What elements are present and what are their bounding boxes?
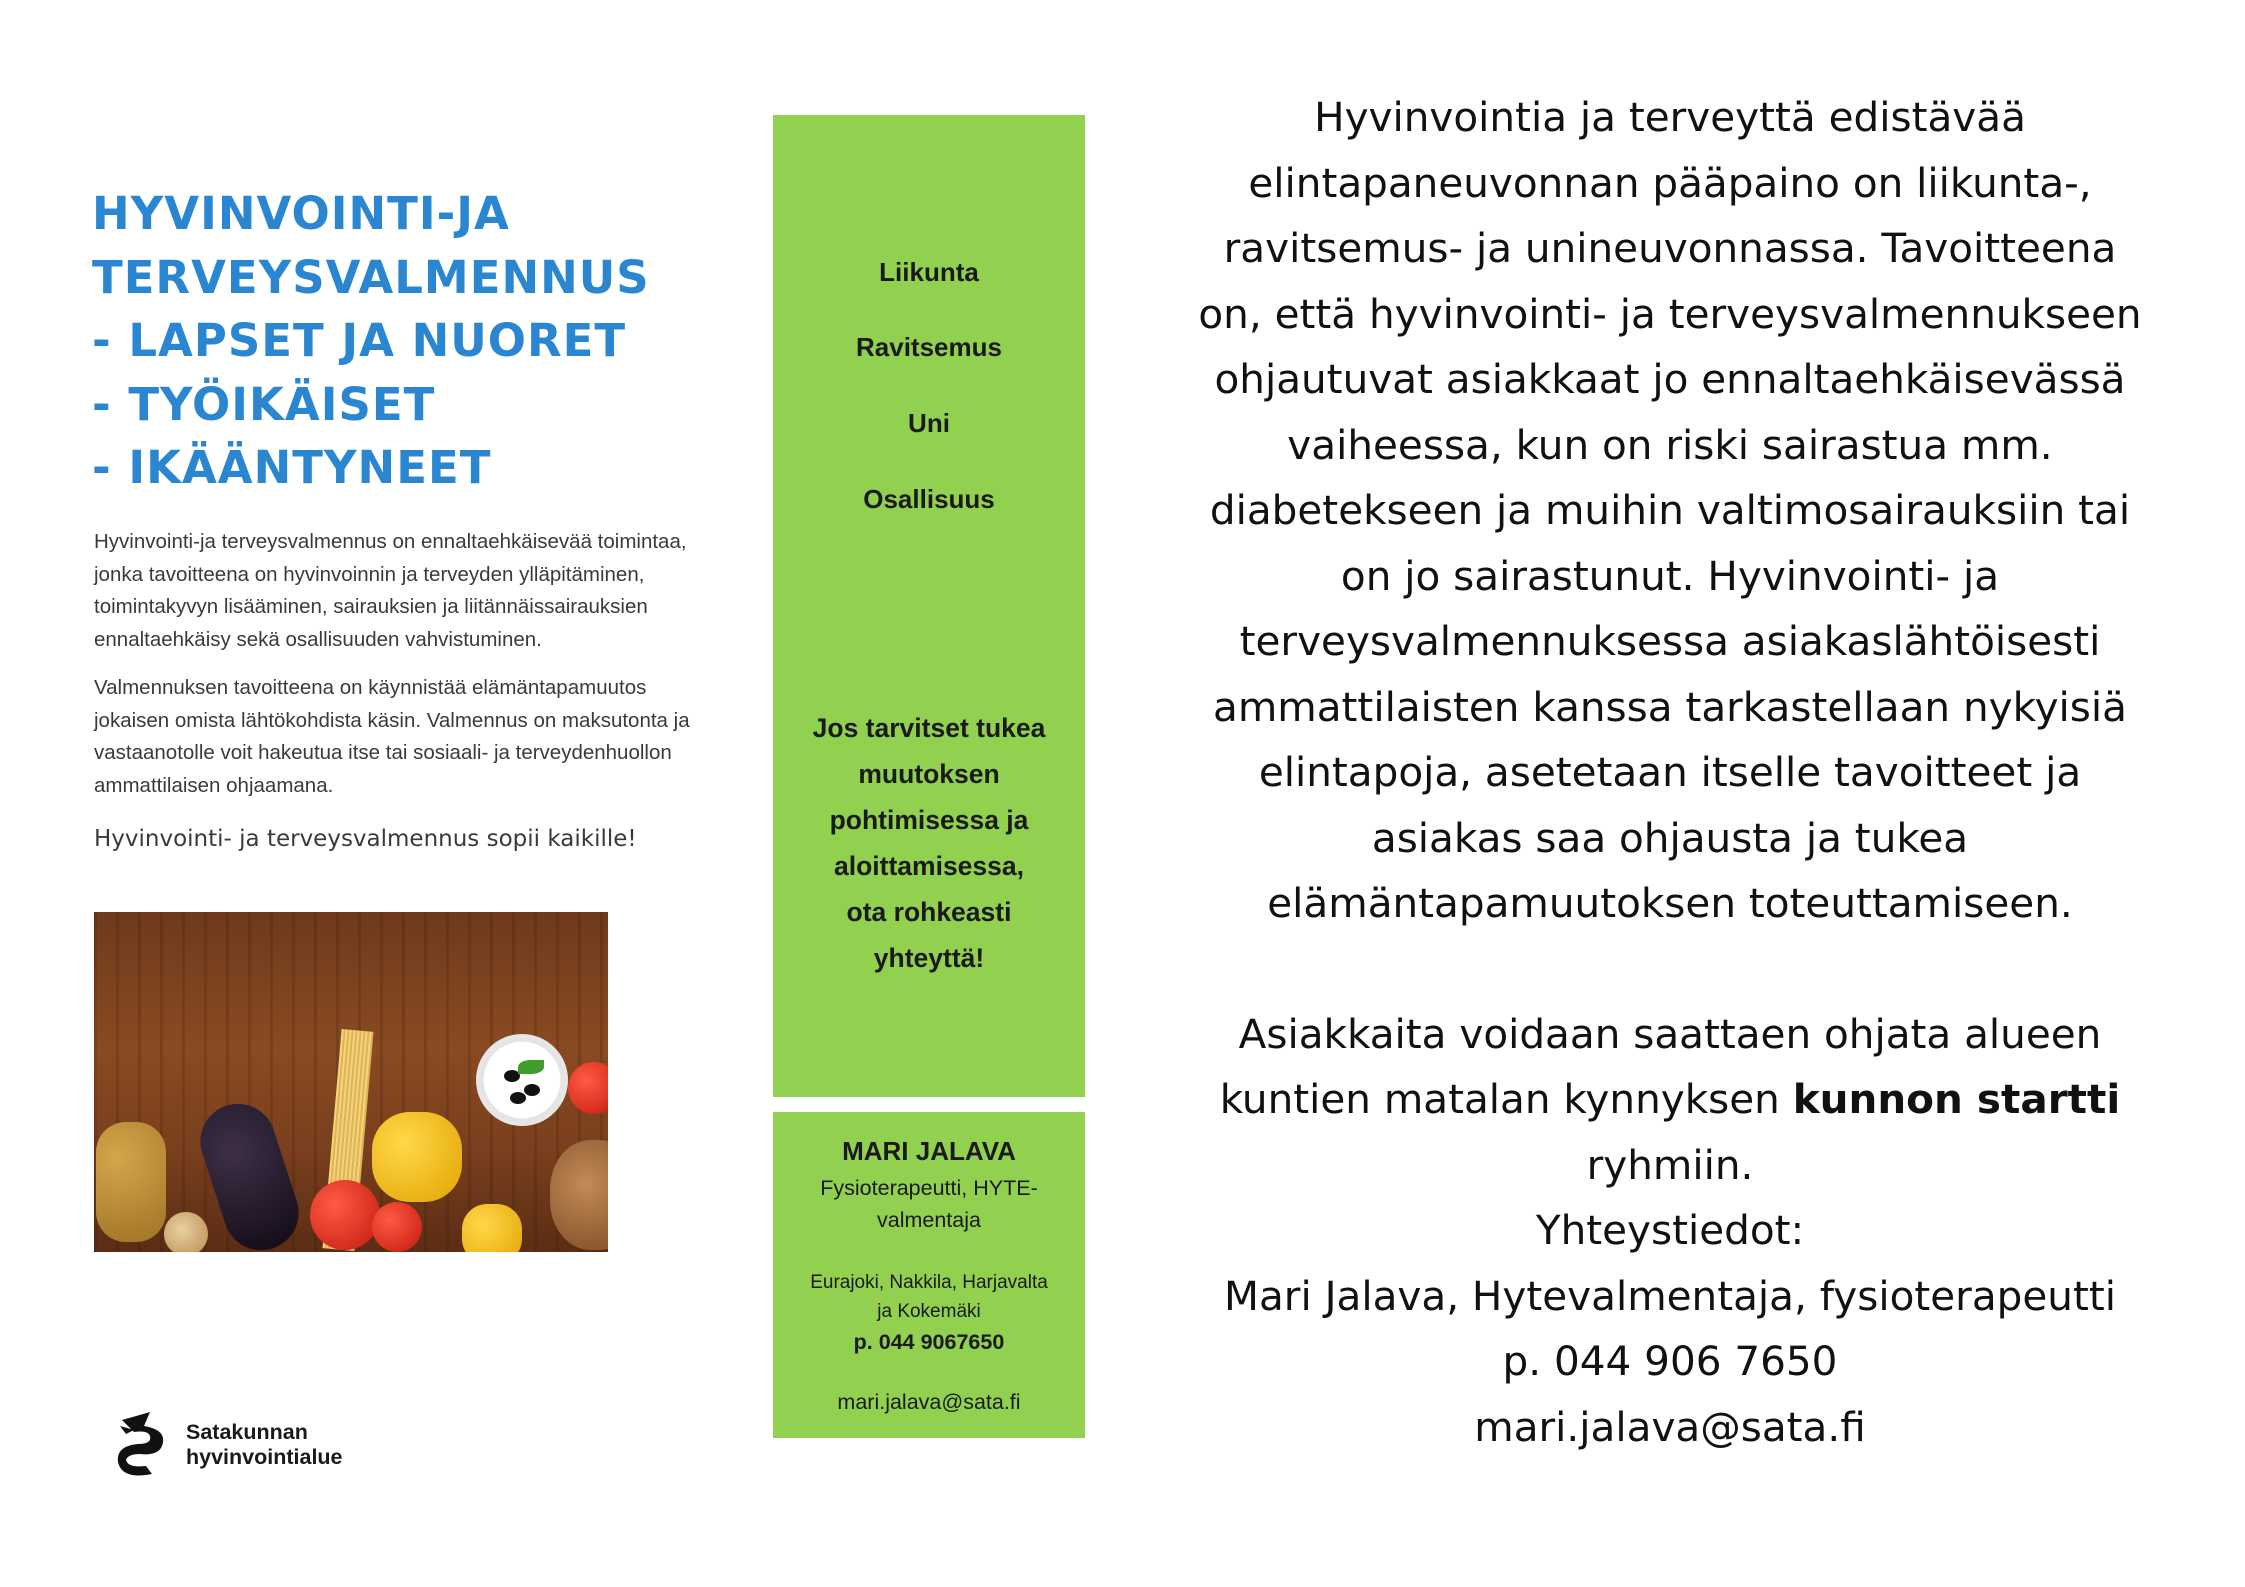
title-line: - TYÖIKÄISET bbox=[92, 377, 436, 431]
basil-leaf-shape bbox=[518, 1060, 544, 1074]
logo-line: hyvinvointialue bbox=[186, 1445, 343, 1469]
tomato-shape bbox=[372, 1202, 422, 1252]
cta-line: pohtimisessa ja bbox=[829, 805, 1029, 835]
topic-osallisuus: Osallisuus bbox=[863, 484, 995, 514]
intro-line: Hyvinvointi-ja terveysvalmennus on ennaltaehkäisevää toimintaa, bbox=[94, 530, 687, 553]
intro-line: Valmennuksen tavoitteena on käynnistää elämäntapamuutos bbox=[94, 676, 647, 699]
logo-line: Satakunnan bbox=[186, 1420, 308, 1444]
referral-line bbox=[1170, 1067, 2170, 1133]
intro-line: ammattilaisen ohjaamana. bbox=[94, 773, 334, 797]
description-text bbox=[1170, 85, 2170, 1460]
bread-shape bbox=[550, 1140, 608, 1250]
contact-area: ja Kokemäki bbox=[877, 1301, 981, 1322]
description-line: asiakas saa ohjausta ja tukea bbox=[1371, 813, 1969, 862]
description-line: ohjautuvat asiakkaat jo ennaltaehkäisevässä bbox=[1214, 355, 2126, 403]
contact-phone: p. 044 9067650 bbox=[853, 1330, 1005, 1354]
contact-role: Fysioterapeutti, HYTE- bbox=[820, 1176, 1038, 1200]
contact-phone: p. 044 906 7650 bbox=[1502, 1337, 1838, 1385]
title-line: TERVEYSVALMENNUS bbox=[92, 250, 650, 304]
topic-ravitsemus: Ravitsemus bbox=[856, 332, 1002, 362]
title-line: HYVINVOINTI-JA bbox=[92, 187, 510, 240]
intro-line: toimintakyvyn lisääminen, sairauksien ja liitännäissairauksien bbox=[94, 595, 648, 618]
topics-panel bbox=[773, 115, 1085, 1097]
paragraph-spacer bbox=[1170, 937, 2170, 1002]
call-to-action bbox=[783, 705, 1075, 981]
description-line: vaiheessa, kun on riski sairastua mm. bbox=[1287, 420, 2053, 469]
olive-shape bbox=[524, 1084, 540, 1096]
tomato-shape bbox=[310, 1180, 380, 1250]
contact-area: Eurajoki, Nakkila, Harjavalta bbox=[810, 1272, 1048, 1293]
kunnon-startti-emphasis: kunnon startti bbox=[1792, 1075, 2121, 1123]
title-line: - LAPSET JA NUORET bbox=[92, 314, 627, 367]
description-line: ravitsemus- ja unineuvonnassa. Tavoitteena bbox=[1223, 224, 2117, 272]
topic-liikunta: Liikunta bbox=[879, 257, 979, 287]
description-line: Hyvinvointia ja terveyttä edistävää bbox=[1314, 93, 2026, 141]
pasta-shape bbox=[96, 1122, 166, 1242]
intro-line: ennaltaehkäisy sekä osallisuuden vahvistuminen. bbox=[94, 627, 542, 651]
contact-email[interactable]: mari.jalava@sata.fi bbox=[1474, 1402, 1866, 1451]
brochure-title bbox=[92, 182, 792, 500]
description-line: on, että hyvinvointi- ja terveysvalmennukseen bbox=[1198, 289, 2142, 338]
olive-plate-shape bbox=[476, 1034, 568, 1126]
description-line: elintapaneuvonnan pääpaino on liikunta-, bbox=[1248, 158, 2092, 207]
intro-paragraph-2 bbox=[94, 672, 764, 802]
description-line: terveysvalmennuksessa asiakaslähtöisesti bbox=[1239, 617, 2101, 665]
cta-line: Jos tarvitset tukea bbox=[812, 713, 1046, 743]
topic-uni: Uni bbox=[908, 408, 950, 438]
tomato-shape bbox=[568, 1062, 608, 1114]
intro-line: vastaanotolle voit hakeutua itse tai sosiaali- ja terveydenhuollon bbox=[94, 741, 672, 764]
tagline: Hyvinvointi- ja terveysvalmennus sopii kaikille! bbox=[94, 826, 637, 852]
referral-text: kuntien matalan kynnyksen bbox=[1219, 1075, 1793, 1123]
intro-line: jonka tavoitteena on hyvinvoinnin ja terveyden ylläpitäminen, bbox=[94, 562, 645, 586]
description-line: on jo sairastunut. Hyvinvointi- ja bbox=[1340, 551, 2000, 600]
referral-line: ryhmiin. bbox=[1586, 1140, 1754, 1189]
referral-line: Asiakkaita voidaan saattaen ohjata alueen bbox=[1238, 1009, 2102, 1058]
intro-paragraph-1 bbox=[94, 526, 764, 656]
contact-role: valmentaja bbox=[877, 1208, 981, 1232]
title-line: - IKÄÄNTYNEET bbox=[92, 441, 492, 494]
cta-line: muutoksen bbox=[858, 759, 1000, 789]
contact-heading: Yhteystiedot: bbox=[1535, 1206, 1805, 1254]
contact-panel bbox=[773, 1112, 1085, 1438]
onion-shape bbox=[164, 1212, 208, 1252]
olive-shape bbox=[510, 1092, 526, 1104]
contact-name: MARI JALAVA bbox=[842, 1136, 1016, 1166]
description-line: elintapoja, asetetaan itselle tavoitteet ja bbox=[1258, 748, 2082, 796]
cta-line: yhteyttä! bbox=[873, 943, 985, 973]
contact-email[interactable]: mari.jalava@sata.fi bbox=[837, 1390, 1021, 1414]
description-line: diabetekseen ja muihin valtimosairauksiin tai bbox=[1209, 486, 2131, 534]
cta-line: aloittamisessa, bbox=[833, 851, 1025, 881]
cta-line: ota rohkeasti bbox=[846, 897, 1012, 927]
description-line: ammattilaisten kanssa tarkastellaan nykyisiä bbox=[1213, 682, 2127, 731]
intro-line: jokaisen omista lähtökohdista käsin. Valmennus on maksutonta ja bbox=[94, 708, 690, 732]
yellow-pepper-shape bbox=[372, 1112, 462, 1202]
eggplant-shape bbox=[191, 1094, 309, 1252]
yellow-pepper-shape bbox=[462, 1204, 522, 1252]
contact-person: Mari Jalava, Hytevalmentaja, fysioterapeutti bbox=[1224, 1271, 2116, 1320]
food-photo bbox=[94, 912, 608, 1252]
description-line: elämäntapamuutoksen toteuttamiseen. bbox=[1267, 879, 2073, 927]
organization-name bbox=[186, 1420, 343, 1470]
